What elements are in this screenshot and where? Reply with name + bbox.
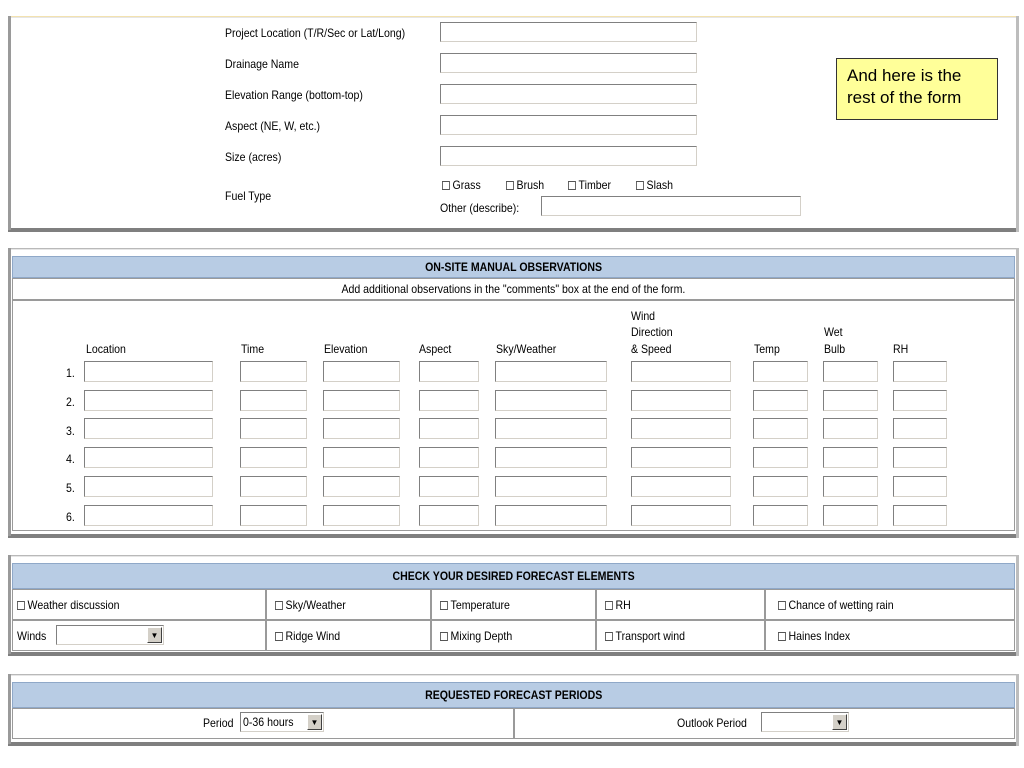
obs-wet-bulb-input-row5[interactable] (823, 476, 878, 497)
obs-sky-weather-input-row4[interactable] (495, 447, 607, 468)
col-elevation: Elevation (324, 342, 368, 356)
obs-location-input-row2[interactable] (84, 390, 213, 411)
project-location-label: Project Location (T/R/Sec or Lat/Long) (225, 26, 406, 40)
col-time: Time (241, 342, 265, 356)
checkbox-icon (605, 601, 613, 610)
fuel-brush-checkbox[interactable]: Brush (506, 178, 544, 192)
obs-sky-weather-input-row1[interactable] (495, 361, 607, 382)
aspect-label: Aspect (NE, W, etc.) (225, 119, 321, 133)
forecast-elements-title: CHECK YOUR DESIRED FORECAST ELEMENTS (12, 563, 1015, 589)
drainage-name-label: Drainage Name (225, 57, 299, 71)
panel-shadow (8, 228, 1018, 232)
checkbox-icon (442, 181, 450, 190)
checkbox-icon (440, 632, 448, 641)
checkbox-icon (605, 632, 613, 641)
obs-wind-input-row1[interactable] (631, 361, 731, 382)
fuel-grass-checkbox[interactable]: Grass (442, 178, 481, 192)
fuel-timber-checkbox[interactable]: Timber (568, 178, 611, 192)
obs-elevation-input-row1[interactable] (323, 361, 400, 382)
period-label: Period (203, 716, 234, 730)
checkbox-icon (778, 632, 786, 641)
checkbox-icon (17, 601, 25, 610)
obs-temp-input-row2[interactable] (753, 390, 808, 411)
obs-wet-bulb-input-row1[interactable] (823, 361, 878, 382)
obs-temp-input-row1[interactable] (753, 361, 808, 382)
panel-shadow (8, 652, 1018, 656)
obs-location-input-row6[interactable] (84, 505, 213, 526)
obs-time-input-row6[interactable] (240, 505, 307, 526)
weather-discussion-cell[interactable]: Weather discussion (12, 589, 266, 620)
obs-rh-input-row3[interactable] (893, 418, 947, 439)
obs-temp-input-row4[interactable] (753, 447, 808, 468)
obs-sky-weather-input-row2[interactable] (495, 390, 607, 411)
obs-rh-input-row2[interactable] (893, 390, 947, 411)
haines-index-cell[interactable]: Haines Index (765, 620, 1015, 651)
obs-wind-input-row4[interactable] (631, 447, 731, 468)
obs-sky-weather-input-row5[interactable] (495, 476, 607, 497)
obs-wet-bulb-input-row4[interactable] (823, 447, 878, 468)
checkbox-icon (275, 632, 283, 641)
col-temp: Temp (754, 342, 780, 356)
panel-shadow (8, 534, 1018, 538)
col-rh: RH (893, 342, 909, 356)
obs-elevation-input-row5[interactable] (323, 476, 400, 497)
transport-wind-cell[interactable]: Transport wind (596, 620, 765, 651)
obs-location-input-row4[interactable] (84, 447, 213, 468)
obs-time-input-row4[interactable] (240, 447, 307, 468)
obs-elevation-input-row6[interactable] (323, 505, 400, 526)
obs-temp-input-row6[interactable] (753, 505, 808, 526)
ridge-wind-cell[interactable]: Ridge Wind (266, 620, 431, 651)
row-number: 6. (66, 510, 75, 524)
obs-rh-input-row1[interactable] (893, 361, 947, 382)
observations-title: ON-SITE MANUAL OBSERVATIONS (12, 256, 1015, 278)
outlook-period-select[interactable] (761, 712, 849, 732)
obs-time-input-row3[interactable] (240, 418, 307, 439)
col-location: Location (86, 342, 126, 356)
project-location-input[interactable] (440, 22, 697, 42)
period-select[interactable] (240, 712, 324, 732)
temperature-cell[interactable]: Temperature (431, 589, 596, 620)
aspect-input[interactable] (440, 115, 697, 135)
obs-temp-input-row5[interactable] (753, 476, 808, 497)
col-wind-line2: Direction (631, 325, 673, 339)
panel-shadow (8, 248, 11, 536)
col-wind-line1: Wind (631, 309, 656, 323)
panel-shadow (8, 16, 11, 230)
checkbox-icon (506, 181, 514, 190)
col-wet-line2: Bulb (824, 342, 846, 356)
obs-sky-weather-input-row6[interactable] (495, 505, 607, 526)
sky-weather-cell[interactable]: Sky/Weather (266, 589, 431, 620)
obs-sky-weather-input-row3[interactable] (495, 418, 607, 439)
period-select-value: 0-36 hours (243, 715, 294, 729)
obs-aspect-input-row4[interactable] (419, 447, 479, 468)
forecast-periods-title: REQUESTED FORECAST PERIODS (12, 682, 1015, 708)
obs-wind-input-row6[interactable] (631, 505, 731, 526)
col-aspect: Aspect (419, 342, 452, 356)
size-label: Size (acres) (225, 150, 282, 164)
checkbox-icon (778, 601, 786, 610)
chance-wetting-rain-cell[interactable]: Chance of wetting rain (765, 589, 1015, 620)
obs-elevation-input-row3[interactable] (323, 418, 400, 439)
panel-shadow (8, 555, 11, 654)
panel-shadow (1016, 16, 1019, 232)
obs-temp-input-row3[interactable] (753, 418, 808, 439)
obs-wet-bulb-input-row2[interactable] (823, 390, 878, 411)
col-wet-line1: Wet (824, 325, 843, 339)
obs-aspect-input-row2[interactable] (419, 390, 479, 411)
panel-shadow (1016, 674, 1019, 746)
outlook-period-label: Outlook Period (677, 716, 747, 730)
dropdown-arrow-icon: ▼ (307, 714, 322, 730)
obs-wet-bulb-input-row6[interactable] (823, 505, 878, 526)
checkbox-icon (440, 601, 448, 610)
obs-aspect-input-row5[interactable] (419, 476, 479, 497)
obs-elevation-input-row4[interactable] (323, 447, 400, 468)
elevation-range-input[interactable] (440, 84, 697, 104)
observations-note: Add additional observations in the "comments" box at the end of the form. (12, 278, 1015, 300)
checkbox-icon (636, 181, 644, 190)
obs-aspect-input-row1[interactable] (419, 361, 479, 382)
fuel-type-label: Fuel Type (225, 189, 272, 203)
fuel-other-input[interactable] (541, 196, 801, 216)
obs-location-input-row3[interactable] (84, 418, 213, 439)
elevation-range-label: Elevation Range (bottom-top) (225, 88, 363, 102)
dropdown-arrow-icon: ▼ (832, 714, 847, 730)
obs-wind-input-row5[interactable] (631, 476, 731, 497)
col-sky-weather: Sky/Weather (496, 342, 557, 356)
rh-cell[interactable]: RH (596, 589, 765, 620)
obs-rh-input-row6[interactable] (893, 505, 947, 526)
dropdown-arrow-icon: ▼ (147, 627, 162, 643)
panel-shadow (1016, 555, 1019, 656)
obs-time-input-row2[interactable] (240, 390, 307, 411)
checkbox-icon (568, 181, 576, 190)
obs-location-input-row1[interactable] (84, 361, 213, 382)
fuel-other-label: Other (describe): (440, 201, 520, 215)
winds-select[interactable] (56, 625, 164, 645)
panel-shadow (1016, 248, 1019, 538)
fuel-slash-checkbox[interactable]: Slash (636, 178, 673, 192)
obs-aspect-input-row6[interactable] (419, 505, 479, 526)
obs-aspect-input-row3[interactable] (419, 418, 479, 439)
drainage-name-input[interactable] (440, 53, 697, 73)
obs-rh-input-row5[interactable] (893, 476, 947, 497)
obs-time-input-row1[interactable] (240, 361, 307, 382)
checkbox-icon (275, 601, 283, 610)
row-number: 5. (66, 481, 75, 495)
winds-label: Winds (17, 629, 47, 643)
callout-note: And here is the rest of the form (836, 58, 998, 120)
obs-time-input-row5[interactable] (240, 476, 307, 497)
row-number: 2. (66, 395, 75, 409)
obs-elevation-input-row2[interactable] (323, 390, 400, 411)
obs-wind-input-row2[interactable] (631, 390, 731, 411)
panel-shadow (8, 742, 1018, 746)
obs-wet-bulb-input-row3[interactable] (823, 418, 878, 439)
row-number: 1. (66, 366, 75, 380)
mixing-depth-cell[interactable]: Mixing Depth (431, 620, 596, 651)
row-number: 3. (66, 424, 75, 438)
size-input[interactable] (440, 146, 697, 166)
panel-shadow (8, 674, 11, 744)
col-wind-line3: & Speed (631, 342, 672, 356)
obs-rh-input-row4[interactable] (893, 447, 947, 468)
obs-wind-input-row3[interactable] (631, 418, 731, 439)
obs-location-input-row5[interactable] (84, 476, 213, 497)
row-number: 4. (66, 452, 75, 466)
